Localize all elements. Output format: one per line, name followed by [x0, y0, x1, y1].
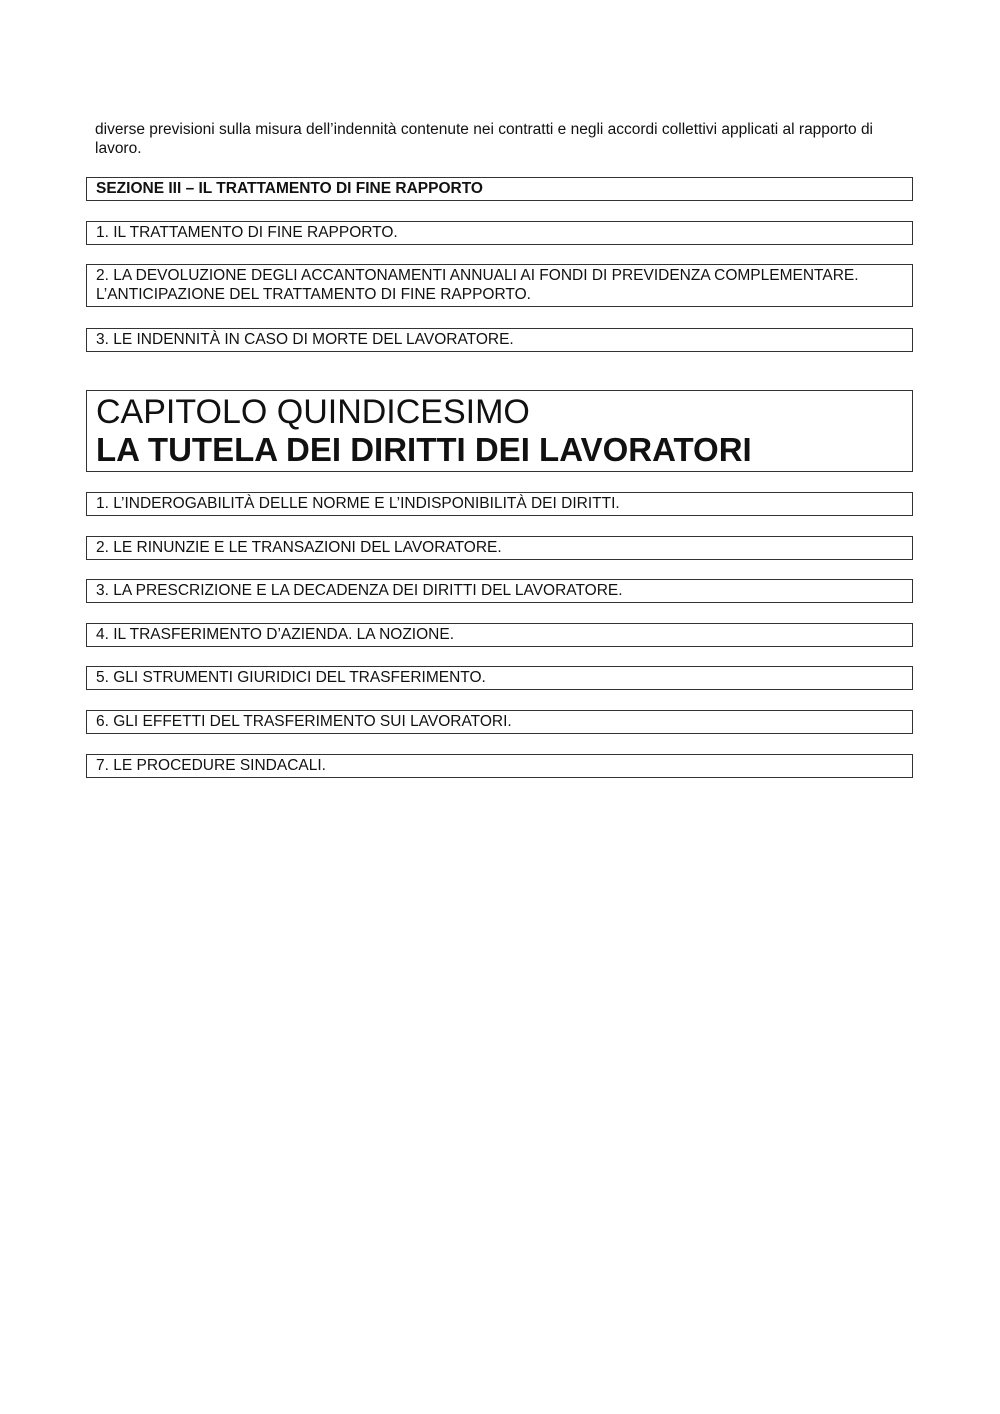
section-item-3: 3. LE INDENNITÀ IN CASO DI MORTE DEL LAVORATORE.: [86, 328, 913, 352]
chapter-item-2: 2. LE RINUNZIE E LE TRANSAZIONI DEL LAVORATORE.: [86, 536, 913, 560]
chapter-item-5: 5. GLI STRUMENTI GIURIDICI DEL TRASFERIMENTO.: [86, 666, 913, 690]
intro-paragraph: diverse previsioni sulla misura dell’indennità contenute nei contratti e negli accordi collettivi applicati al rapporto di lavoro.: [95, 121, 874, 157]
chapter-item-4: 4. IL TRASFERIMENTO D’AZIENDA. LA NOZIONE.: [86, 623, 913, 647]
chapter-item-7: 7. LE PROCEDURE SINDACALI.: [86, 754, 913, 778]
chapter-item-6: 6. GLI EFFETTI DEL TRASFERIMENTO SUI LAVORATORI.: [86, 710, 913, 734]
section-item-2: 2. LA DEVOLUZIONE DEGLI ACCANTONAMENTI ANNUALI AI FONDI DI PREVIDENZA COMPLEMENTARE. L’ANTICIPAZIONE DEL TRATTAMENTO DI FINE RAPPORTO.: [86, 264, 913, 307]
chapter-item-1: 1. L’INDEROGABILITÀ DELLE NORME E L’INDISPONIBILITÀ DEI DIRITTI.: [86, 492, 913, 516]
chapter-title: LA TUTELA DEI DIRITTI DEI LAVORATORI: [96, 431, 752, 468]
section-item-1: 1. IL TRATTAMENTO DI FINE RAPPORTO.: [86, 221, 913, 245]
chapter-item-3: 3. LA PRESCRIZIONE E LA DECADENZA DEI DIRITTI DEL LAVORATORE.: [86, 579, 913, 603]
chapter-number: CAPITOLO QUINDICESIMO: [96, 393, 530, 431]
chapter-heading-box: [86, 390, 913, 472]
section-heading: SEZIONE III – IL TRATTAMENTO DI FINE RAPPORTO: [86, 177, 913, 201]
